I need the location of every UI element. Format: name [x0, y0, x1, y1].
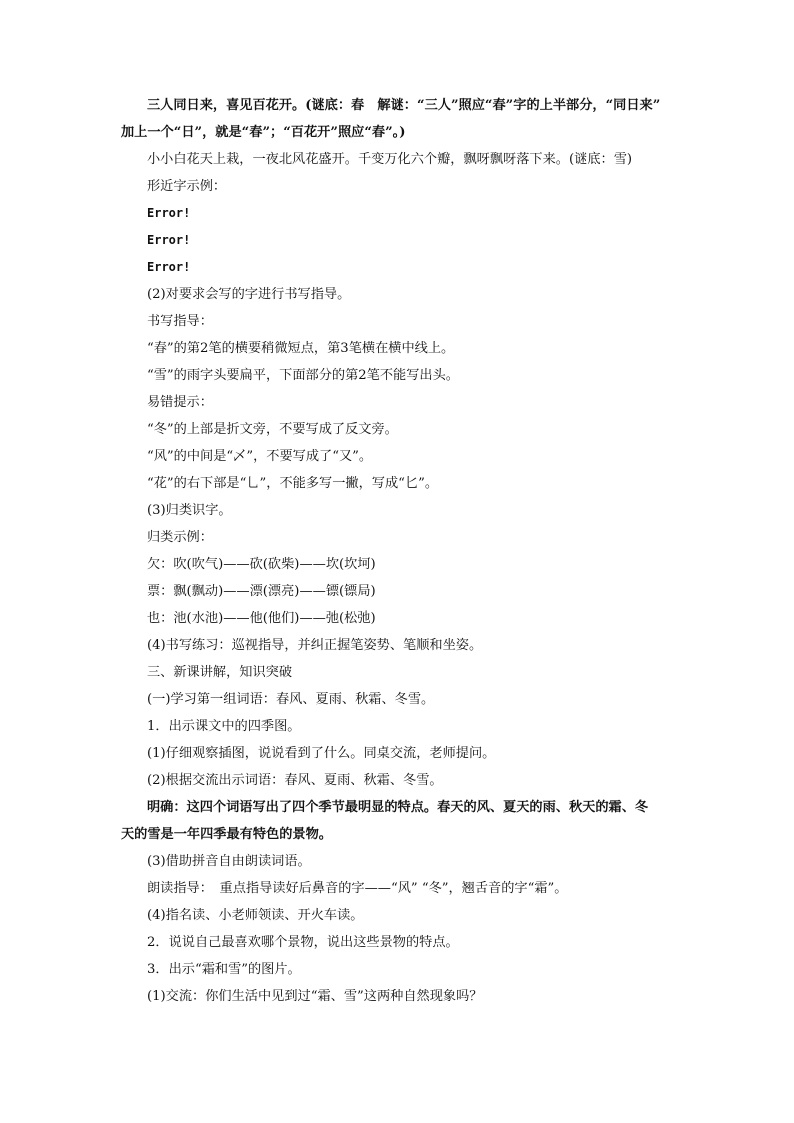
- step-one: 1．出示课文中的四季图。: [147, 719, 301, 734]
- mistake-hua: “花”的右下部是“乚”，不能多写一撇，写成“匕”。: [147, 476, 439, 491]
- step-two: 2．说说自己最喜欢哪个景物，说出这些景物的特点。: [147, 935, 459, 950]
- classify-qian: 欠：吹(吹气)——砍(砍柴)——坎(坎坷): [147, 557, 376, 572]
- mistake-feng: “风”的中间是“乄”，不要写成了“又”。: [147, 449, 373, 464]
- step-three: 3．出示“霜和雪”的图片。: [147, 962, 301, 977]
- show-words-step: (2)根据交流出示词语：春风、夏雨、秋霜、冬雪。: [147, 773, 443, 788]
- group-one-heading: (一)学习第一组词语：春风、夏雨、秋霜、冬雪。: [147, 692, 435, 707]
- common-mistakes-heading: 易错提示：: [147, 395, 213, 410]
- clarify-line-1: 明确：这四个词语写出了四个季节最明显的特点。春天的风、夏天的雨、秋天的霜、冬: [147, 800, 649, 815]
- error-placeholder-1: Error!: [147, 206, 191, 220]
- classify-piao: 票：飘(飘动)——漂(漂亮)——镖(镖局): [147, 584, 376, 599]
- classify-step: (3)归类识字。: [147, 503, 232, 518]
- observe-step: (1)仔细观察插图，说说看到了什么。同桌交流，老师提问。: [147, 746, 496, 761]
- guidance-xue: “雪”的雨字头要扁平，下面部分的第2笔不能写出头。: [147, 368, 459, 383]
- section-three-heading: 三、新课讲解，知识突破: [147, 665, 293, 680]
- pinyin-read-step: (3)借助拼音自由朗读词语。: [147, 854, 311, 869]
- document-page: [121, 92, 673, 1010]
- error-placeholder-3: Error!: [147, 260, 191, 274]
- guidance-chun: “春”的第2笔的横要稍微短点，第3笔横在横中线上。: [147, 341, 455, 356]
- clarify-line-2: 天的雪是一年四季最有特色的景物。: [121, 827, 332, 842]
- error-placeholder-2: Error!: [147, 233, 191, 247]
- riddle-spring-line-2: 加上一个“日”，就是“春”；“百花开”照应“春”。): [121, 125, 406, 140]
- classify-ye: 也：池(水池)——他(他们)——弛(松弛): [147, 611, 376, 626]
- riddle-snow-line: 小小白花天上栽，一夜北风花盛开。千变万化六个瓣，飘呀飘呀落下来。(谜底：雪): [147, 152, 633, 167]
- discussion-step: (1)交流：你们生活中见到过“霜、雪”这两种自然现象吗？: [147, 989, 483, 1004]
- classify-heading: 归类示例：: [147, 530, 213, 545]
- similar-chars-heading: 形近字示例：: [147, 179, 227, 194]
- mistake-dong: “冬”的上部是折文旁，不要写成了反文旁。: [147, 422, 398, 437]
- writing-practice-step: (4)书写练习：巡视指导，并纠正握笔姿势、笔顺和坐姿。: [147, 638, 483, 653]
- read-aloud-step: (4)指名读、小老师领读、开火车读。: [147, 908, 364, 923]
- writing-guidance-step: (2)对要求会写的字进行书写指导。: [147, 287, 351, 302]
- reading-guidance: 朗读指导： 重点指导读好后鼻音的字——“风” “冬”，翘舌音的字“霜”。: [147, 881, 568, 896]
- writing-guidance-heading: 书写指导：: [147, 314, 213, 329]
- riddle-spring-line-1: 三人同日来，喜见百花开。(谜底：春 解谜：“三人”照应“春”字的上半部分，“同日来”: [147, 98, 661, 113]
